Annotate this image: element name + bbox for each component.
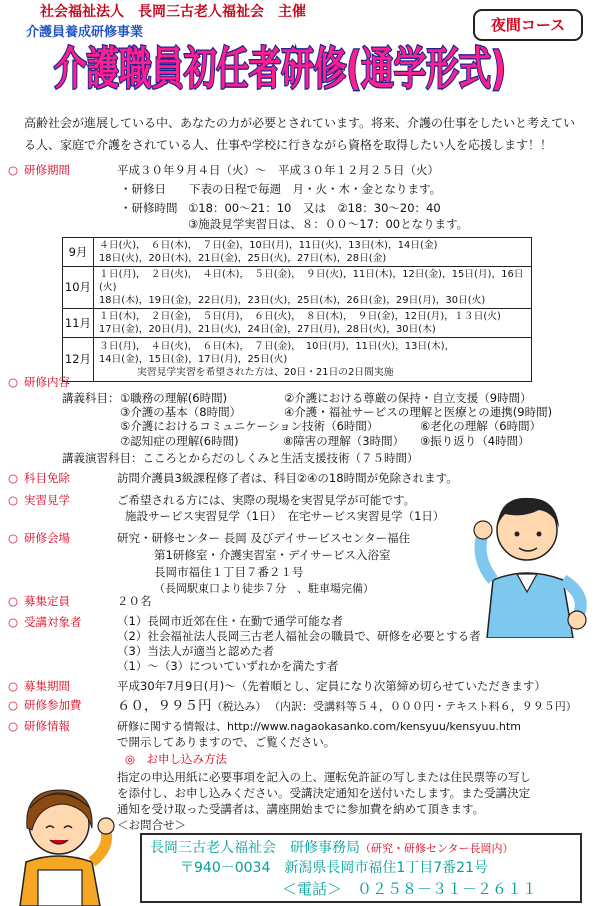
subject-8: ⑧障害の理解（3時間） <box>283 434 405 448</box>
fee-tax: （税込み） <box>211 700 267 713</box>
bullet-icon: ○ <box>8 493 19 507</box>
capacity-text: ２０名 <box>117 594 152 608</box>
intro-paragraph: 高齢社会が進展している中、あなたの力が必要とされています。将来、介護の仕事をしたいと考えている人、家庭で介護をされている人、仕事や学校に行きながら資格を取得したい人を応援します！！ <box>24 116 576 152</box>
bullet-icon: ○ <box>8 471 19 485</box>
fee-detail: （内訳：受講料等５４，０００円・テキスト料６，９９５円） <box>274 700 577 713</box>
project-label: 介護員養成研修事業 <box>26 25 144 40</box>
main-title <box>50 37 510 97</box>
contact-phone: ＜電話＞ ０２５８－３１－２６１１ <box>282 880 538 898</box>
contact-postal: 〒940－0034 新潟県長岡市福住1丁目7番21号 <box>180 860 488 876</box>
bullet-icon: ○ <box>8 594 19 608</box>
field-text2: 施設サービス実習見学（1日） 在宅サービス実習見学（1日） <box>125 509 445 523</box>
venue-name: 研究・研修センター 長岡 及びデイサービスセンター福住 <box>117 531 411 545</box>
dates-cell: １日(木)， ２日(金)， ５日(月)， ６日(火)， ８日(木)， ９日(金)，12日(月)，１３日(火) 17日(金)，20日(月)，21日(火)，24日(金)，27日(月)，28日(火)，30日(木) <box>94 309 532 338</box>
dates-cell: ４日(火)， ６日(木)， ７日(金)，10日(月)，11日(火)，13日(木)，14日(金) 18日(火)，20日(木)，21日(金)，25日(火)，27日(木)，28日(金) <box>94 238 532 267</box>
contact-org: 長岡三古老人福祉会 研修事務局（研究・研修センター長岡内） <box>150 840 514 856</box>
subjects-list: ①職務の理解(6時間) ②介護における尊厳の保持・自立支援（9時間） ③介護の基本（8時間） ④介護・福祉サービスの理解と医療との連携(9時間) <box>120 391 553 419</box>
field-text1: ご希望される方には、実際の現場を実習見学が可能です。 <box>117 493 416 507</box>
month-cell: 11月 <box>63 309 94 338</box>
table-note: 実習見学実習を希望された方は、20日・21日の2日間実施 <box>137 367 394 378</box>
month-cell: 10月 <box>63 267 94 309</box>
list-item: （1）長岡市近郊在住・在勤で通学可能な者 <box>117 614 343 628</box>
list-item: （1）～（3）についていずれかを満たす者 <box>117 659 339 673</box>
period-days: ・研修日 下表の日程で毎週 月・火・木・金となります。 <box>120 182 442 196</box>
bullet-icon: ○ <box>8 679 19 693</box>
female-staff-illustration <box>2 778 120 906</box>
apply-title: ◎ お申し込み方法 <box>125 752 228 766</box>
section-fee-label: ○ 研修参加費 <box>8 698 82 712</box>
subjects-label: 講義科目： <box>62 391 120 405</box>
organizer-line: 社会福祉法人 長岡三古老人福祉会 主催 <box>40 4 306 20</box>
section-venue-label: ○ 研修会場 <box>8 531 70 545</box>
section-period-label: ○ 研修期間 <box>8 163 70 177</box>
bullet-icon: ○ <box>8 375 19 389</box>
table-row <box>63 309 532 338</box>
section-field-label: ○ 実習見学 <box>8 493 70 507</box>
schedule-table <box>62 237 532 382</box>
section-exemption-label: ○ 科目免除 <box>8 471 70 485</box>
eligible-list <box>117 614 481 674</box>
male-staff-illustration <box>465 488 595 638</box>
apply-text: 指定の申込用紙に必要事項を記入の上、運転免許証の写しまたは住民票等の写し を添付し、お申し込みください。受講決定通知を送付いたします。また受講決定 通知を受け取った受講者は、講座開始までに参加費を納めて頂きます。 <box>117 770 531 816</box>
venue-access: （長岡駅東口より徒歩７分 、駐車場完備） <box>154 582 374 595</box>
subject-5: ⑤介護におけるコミュニケーション技術（6時間） <box>120 419 379 433</box>
venue-address: 長岡市福住１丁目７番２１号 <box>154 565 304 579</box>
period-time2: ③施設見学実習日は、８：００～17：00となります。 <box>188 217 469 231</box>
bullet-icon: ○ <box>8 163 19 177</box>
period-dates: 平成３０年９月４日（火）～ 平成３０年１２月２５日（火） <box>117 163 439 177</box>
venue-rooms: 第1研修室・介護実習室・デイサービス入浴室 <box>154 548 391 562</box>
section-capacity-label: ○ 募集定員 <box>8 594 70 608</box>
exemption-text: 訪問介護員3級課程修了者は、科目②④の18時間が免除されます。 <box>117 471 458 485</box>
dates-cell: ３日(月)， ４日(火)， ６日(木)， ７日(金)， 10日(月)，11日(火)，13日(木)， 14日(金)，15日(金)，17日(月)，25日(火) 実習見学実習を希望された方は、20日・21日の2日間実施 <box>94 338 532 382</box>
table-row <box>63 338 532 382</box>
recruit-text: 平成30年7月9日(月)～（先着順とし、定員になり次第締め切らせていただきます） <box>117 679 546 693</box>
section-content-label: ○ 研修内容 <box>8 375 70 389</box>
list-item: （3）当法人が適当と認めた者 <box>117 644 274 658</box>
night-course-badge: 夜間コース <box>473 9 583 41</box>
section-recruit-label: ○ 募集期間 <box>8 679 70 693</box>
dates-cell: １日(月)， ２日(火)， ４日(木)， ５日(金)， ９日(火)，11日(木)，12日(金)，15日(月)，16日(火) 18日(木)，19日(金)，22日(月)，23日(火)，25日(木)，26日(金)，29日(月)，30日(火) <box>94 267 532 309</box>
section-eligible-label: ○ 受講対象者 <box>8 615 82 629</box>
bullet-icon: ○ <box>8 719 19 733</box>
section-info-label: ○ 研修情報 <box>8 719 70 733</box>
fee-line <box>117 694 577 714</box>
bullet-icon: ○ <box>8 698 19 712</box>
info-text1: 研修に関する情報は、http://www.nagaokasanko.com/kensyuu/kensyuu.htm <box>117 720 521 733</box>
bullet-icon: ○ <box>8 531 19 545</box>
table-row <box>63 238 532 267</box>
month-cell: 9月 <box>63 238 94 267</box>
subject-9: ⑨振り返り（4時間） <box>420 434 530 448</box>
subject-6: ⑥老化の理解（6時間） <box>420 419 542 433</box>
period-time-label: ・研修時間 <box>120 201 178 215</box>
period-time1: ①18：00～21：10 又は ②18：30～20：40 <box>188 201 441 215</box>
practice-subject: 講義演習科目：こころとからだのしくみと生活支援技術（７５時間） <box>62 451 419 465</box>
bullet-icon: ○ <box>8 615 19 629</box>
table-row <box>63 267 532 309</box>
month-cell: 12月 <box>63 338 94 382</box>
contact-box <box>140 833 582 903</box>
list-item: （2）社会福祉法人長岡三古老人福祉会の職員で、研修を必要とする者 <box>117 629 481 643</box>
main-title-text: 介護職員初任者研修(通学形式) <box>54 42 506 95</box>
contact-label: ＜お問合せ＞ <box>117 818 186 832</box>
info-text2: で開示してありますので、ご覧ください。 <box>117 735 336 749</box>
fee-amount: ６０，９９５円 <box>117 698 212 714</box>
subject-7: ⑦認知症の理解(6時間) <box>120 434 239 448</box>
